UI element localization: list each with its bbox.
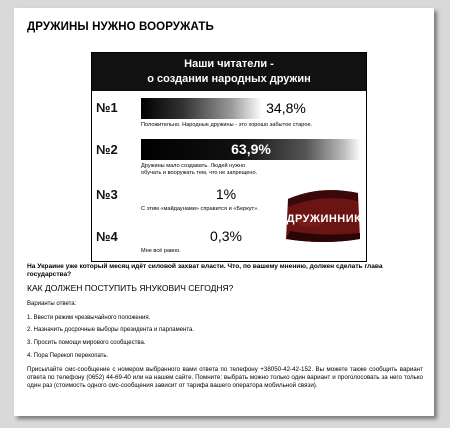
result-caption-1: Положительно. Народные дружины - это хорошо забытое старое. [141, 122, 313, 128]
row-number-2: №2 [96, 142, 118, 157]
option-3: 3. Просить помощи мирового сообщества. [27, 340, 146, 346]
poll-header [92, 53, 366, 91]
headline: ДРУЖИНЫ НУЖНО ВООРУЖАТЬ [27, 21, 214, 33]
result-bar-1 [141, 98, 361, 119]
question-text: На Украине уже который месяц идёт силовой захват власти. Что, по вашему мнению, должен сделать глава государства? [27, 263, 383, 278]
newspaper-clipping [14, 8, 434, 416]
row-number-3: №3 [96, 187, 118, 202]
result-percent-3: 1% [215, 186, 237, 202]
result-percent-2: 63,9% [231, 141, 271, 157]
armband-text: ДРУЖИННИК [286, 213, 362, 225]
option-1: 1. Ввести режим чрезвычайного положения. [27, 315, 151, 321]
poll-title-line1: Наши читатели - [184, 58, 274, 70]
row-number-4: №4 [96, 229, 118, 244]
result-bar-3 [141, 184, 261, 205]
result-caption-4: Мне всё равно. [141, 248, 181, 254]
options-title: Варианты ответа: [27, 301, 77, 307]
result-bar-4 [141, 226, 261, 247]
result-caption-2: Дружины мало создавать. Людей нужно обучать и вооружать тем, что не запрещено. [141, 163, 258, 176]
result-bar-2 [141, 139, 361, 160]
poll-title-line2: о создании народных дружин [147, 73, 311, 85]
result-percent-4: 0,3% [210, 228, 242, 244]
poll-box [91, 52, 367, 262]
main-question: КАК ДОЛЖЕН ПОСТУПИТЬ ЯНУКОВИЧ СЕГОДНЯ? [27, 283, 234, 293]
row-number-1: №1 [96, 100, 118, 115]
footer-instructions: Присылайте смс-сообщение с номером выбранного вами ответа по телефону +38050-42-42-152. Вы можете также сообщить вариант ответа по телефону (0652) 44-69-40 или на нашем сайте. Помните: выбрать можно только один вариант и проголосовать за него только один раз (стоимость одного смс-сообщения зависит от тарифа вашего оператора мобильной связи). [27, 366, 423, 389]
option-2: 2. Назначить досрочные выборы президента и парламента. [27, 327, 195, 333]
option-4: 4. Пора Перекоп перекопать. [27, 353, 109, 359]
result-caption-3: С этим «майдаунами» справится и «Беркут». [141, 206, 259, 212]
result-percent-1: 34,8% [266, 100, 306, 116]
